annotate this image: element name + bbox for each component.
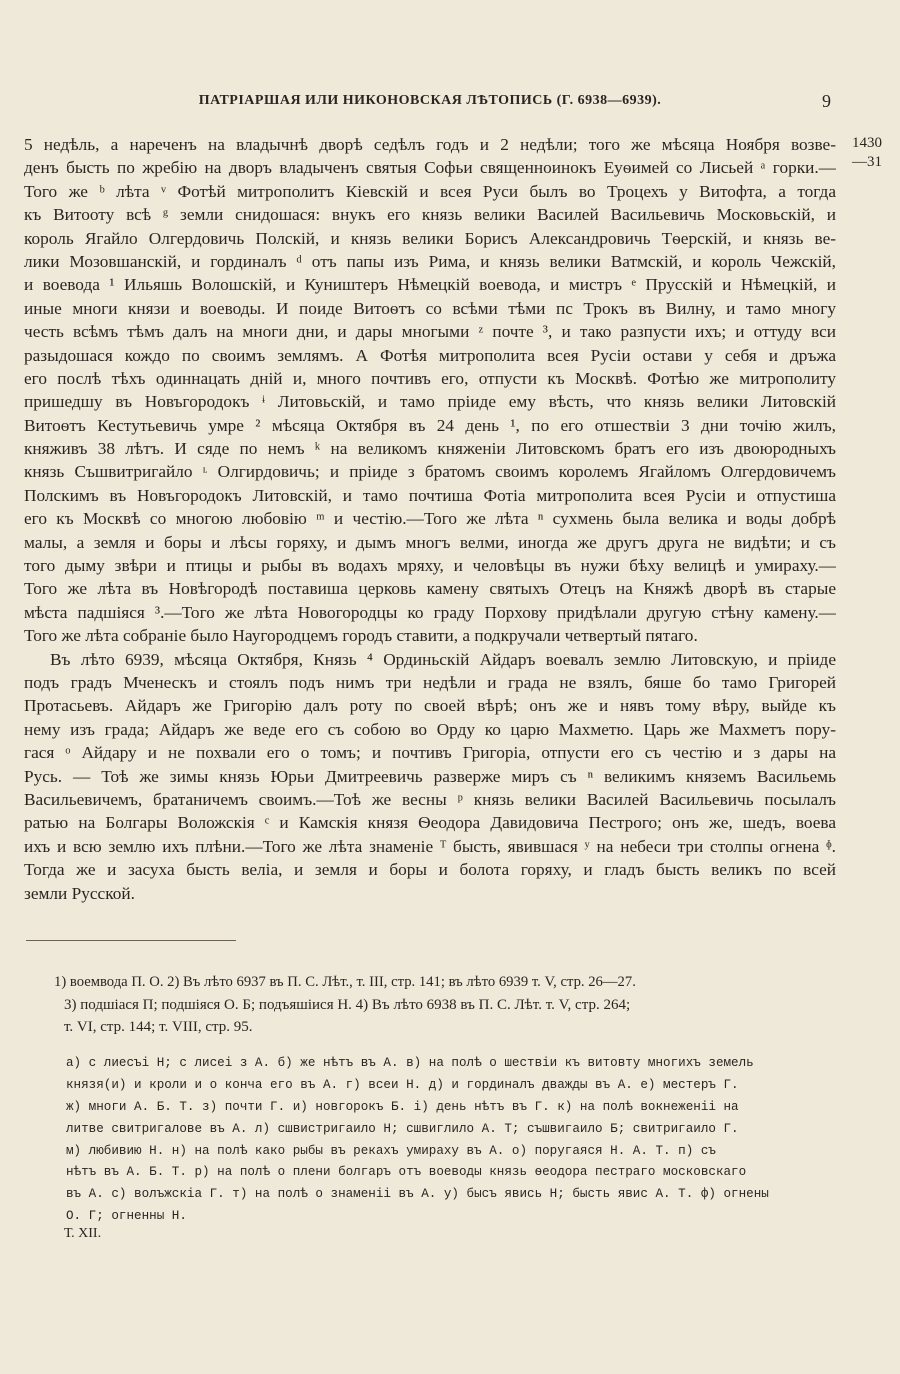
variant-reading-line: м) любивию Н. н) на полѣ како рыбы въ рекахъ умираху въ А. о) поругаяся Н. А. Т. п) съ [66, 1143, 716, 1158]
chronicle-text-line: Витоѳтъ Кестутьевичь умре ² мѣсяца Октября въ 24 день ¹, по его отшествіи 3 дни точію жилъ, [24, 415, 836, 435]
variant-reading-line: въ А. с) волъжскіа Г. т) на полѣ о знаменіі въ А. у) бысъ явись Н; бысть явис А. Т. ф) огнены [66, 1187, 769, 1202]
chronicle-text-line: Русь. — Тоѣ же зимы князь Юрьи Дмитреевичь разверже миръ съ ⁿ великимъ княземъ Васильемь [24, 766, 836, 786]
chronicle-text-line: подъ градъ Мченескъ и стоялъ подъ нимъ три недѣли и града не взялъ, бяше бо тамо Григорей [24, 672, 836, 692]
chronicle-text-line: гася ᵒ Айдару и не похвали его о томъ; и почтивъ Григоріа, отпусти его съ честію и з дары на [24, 743, 836, 763]
numbered-footnote-line: 1) воемвода П. О. 2) Въ лѣто 6937 въ П. С. Лѣт., т. III, стр. 141; въ лѣто 6939 т. V, стр. 26—27. [54, 974, 636, 990]
chronicle-text-line: король Ягайло Олгердовичь Полскій, и князь велики Борисъ Александровичь Тѳерскій, и князь ве- [24, 228, 836, 248]
chronicle-text-line: малы, а земля и боры и лѣсы горяху, и дымъ многъ велми, иногда же другъ друга не видѣти; и съ [24, 532, 836, 552]
chronicle-text-line: ихъ и всю землю ихъ плѣни.—Того же лѣта знаменіе ᵀ бысть, явившася ʸ на небеси три столпы огнена ᶲ. [24, 836, 836, 856]
variant-reading-line: ж) многи А. Б. Т. з) почти Г. и) новгорокъ Б. і) день нѣтъ въ Г. к) на полѣ вокнеженіі на [66, 1099, 739, 1114]
chronicle-text [24, 133, 836, 905]
variant-reading-line: О. Г; огненны Н. [66, 1209, 187, 1224]
footnote-divider [26, 940, 236, 941]
variant-reading-line: а) с лиесъі Н; с лисеі з А. б) же нѣтъ въ А. в) на полѣ о шествіи къ витовту многихъ земель [66, 1056, 754, 1070]
running-head: ПАТРІАРШАЯ ИЛИ НИКОНОВСКАЯ ЛѢТОПИСЬ (Г. 6938—6939). [198, 93, 662, 108]
chronicle-text-line: Полскимъ въ Новъгородокъ Литовскій, и тамо почтиша Фотіа митрополита всея Русіи и отпустиша [24, 485, 836, 505]
numbered-footnotes [54, 971, 836, 1039]
chronicle-text-line: и воевода ¹ Ильяшь Волошскій, и Куништеръ Нѣмецкій воевода, и мистръ ᵉ Прусскій и Нѣмецкій, и [24, 275, 836, 295]
chronicle-text-line: 5 недѣль, а нареченъ на владычнѣ дворѣ седѣлъ годъ и 2 недѣли; того же мѣсяца Ноября возве- [24, 135, 836, 154]
chronicle-text-line: пришедшу въ Новъгородокъ ᶤ Литовьскій, и тамо пріиде ему вѣсть, что князь велики Литовскій [24, 392, 836, 412]
chronicle-text-line: его къ Москвѣ со многою любовію ᵐ и честію.—Того же лѣта ⁿ сухмень была велика и воды добрѣ [24, 509, 836, 529]
chronicle-text-line: его послѣ тѣхъ одиннацать днiй и, много почтивъ его, отпусти къ Москвѣ. Фотѣю же митрополиту [24, 368, 836, 388]
chronicle-text-line: къ Витооту всѣ ᵍ земли снидошася: внукъ его князь велики Василей Васильевичь Московьскій, и [24, 205, 836, 225]
chronicle-text-line: Васильевичемъ, братаничемъ своимъ.—Тоѣ же весны ᵖ князь велики Василей Васильевичь посылалъ [24, 789, 836, 809]
chronicle-text-line: иные многи князи и воеводы. И поиде Витоѳтъ со всѣми тѣми пс Трокъ въ Вилну, и тамо многу [24, 298, 836, 318]
margin-year-end: —31 [852, 154, 882, 170]
variant-reading-line: нѣтъ въ А. Б. Т. р) на полѣ о плени болгаръ отъ воеводы князь ѳеодора пестраго московскаго [66, 1165, 747, 1180]
chronicle-text-line: лики Мозовшанскій, и гординалъ ᵈ отъ папы изъ Рима, и князь велики Ватмскій, и король Чежскій, [24, 251, 836, 271]
chronicle-text-line: Въ лѣто 6939, мѣсяца Октября, Князь ⁴ Ординьскій Айдаръ воевалъ землю Литовскую, и пріиде [50, 649, 836, 669]
variant-reading-line: князя(и) и кроли и о конча его въ А. г) всеи Н. д) и гординалъ дважды въ А. е) местеръ Г. [66, 1077, 739, 1092]
chronicle-text-line: Того же лѣта собраніе было Наугородцемъ городъ ставити, а подкручали четвертый пятаго. [24, 626, 698, 646]
margin-year-start: 1430 [852, 135, 882, 151]
chronicle-text-line: мѣста падшіяся ³.—Того же лѣта Новогородцы ко граду Порхову придѣлали другую стѣну камену.— [24, 602, 836, 622]
chronicle-text-line: ратью на Болгары Воложскія ᶜ и Камскія князя Ѳеодора Давидовича Пестрого; онъ же, шедъ, воева [24, 813, 836, 833]
margin-year-note [842, 134, 892, 172]
variant-readings [66, 1053, 838, 1228]
numbered-footnote-line: 3) подшіася П; подшіяся О. Б; подъяшіися Н. 4) Въ лѣто 6938 въ П. С. Лѣт. т. V, стр. 264; [64, 996, 631, 1013]
chronicle-text-line: князь Съшвитригайло ᶫ Олгирдовичь; и пріиде з братомъ своимъ королемъ Ягайломъ Олгердовичемъ [24, 462, 836, 482]
chronicle-text-line: честь всѣмъ тѣмъ далъ на многи дни, и дары многыми ᶻ почте ³, и тако разпусти ихъ; и оттуду вси [24, 322, 836, 342]
chronicle-text-line: Протасьевъ. Айдаръ же Григорію далъ роту по своей вѣрѣ; онъ же и нявъ тому вѣру, выйде къ [24, 696, 836, 716]
page-number: 9 [822, 91, 831, 111]
chronicle-text-line: княживъ 38 лѣтъ. И сяде по немъ ᵏ на великомъ княженіи Литовскомъ братъ его изъ двоюродныхъ [24, 439, 836, 459]
chronicle-text-line: Тогда же и засуха бысть веліа, и земля и боры и болота горяху, и гладъ бысть великъ по всей [24, 860, 836, 880]
chronicle-text-line: земли Русской. [24, 883, 135, 903]
chronicle-text-line: того дыму звѣри и птицы и рыбы въ водахъ мряху, и человѣцы въ нужи бѣху велицѣ и умираху.— [24, 556, 836, 576]
chronicle-text-line: нему изъ града; Айдаръ же веде его съ собою во Орду ко царю Махметю. Царь же Махметъ пору- [24, 719, 836, 739]
variant-reading-line: литве свитригалове въ А. л) сшвистригаило Н; сшвиглило А. Т; съшвигаило Б; свитригаило Г. [66, 1121, 739, 1136]
numbered-footnote-line: т. VI, стр. 144; т. VIII, стр. 95. [64, 1019, 253, 1035]
chronicle-text-line: Того же ᵇ лѣта ᵛ Фотѣй митрополитъ Кіевскій и всея Руси былъ во Троцехъ у Витофта, а тогда [24, 181, 836, 201]
volume-signature: Т. XII. [64, 1226, 102, 1241]
chronicle-text-line: денъ бысть по жребію на дворъ владыченъ святыя Софьи священноинокъ Еуѳимей со Лисьей ᵃ горки.— [24, 158, 836, 178]
chronicle-text-line: Того же лѣта въ Новѣгородѣ поставиша церковь камену святыхъ Отецъ на Княжѣ дворѣ въ старые [24, 579, 836, 599]
chronicle-text-line: разыдошася кождо по своимъ землямъ. А Фотѣя митрополита всея Русіи остави у себя и дръжа [24, 345, 836, 365]
